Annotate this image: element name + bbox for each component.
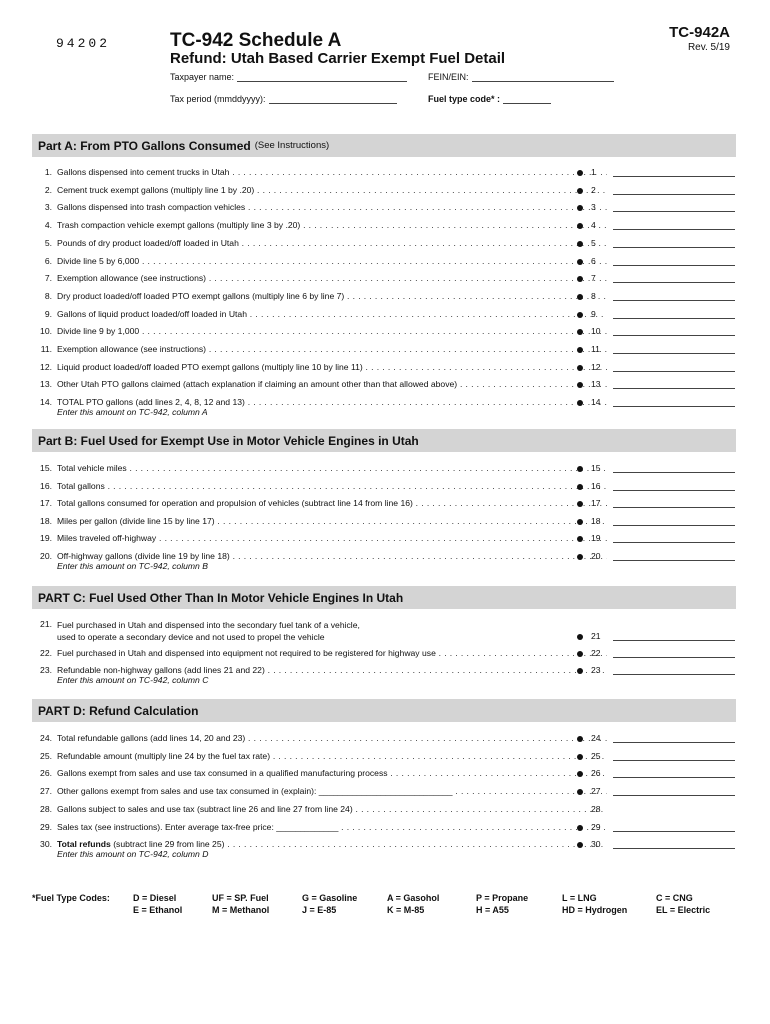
box-number: 24 [591, 733, 601, 743]
bullet-icon [577, 347, 583, 353]
line-number: 15. [40, 463, 52, 473]
box-number: 28 [591, 803, 601, 814]
tax-period-label: Tax period (mmddyyyy): [170, 94, 266, 104]
line-15-answer[interactable] [613, 472, 735, 473]
line-21-text-a: Fuel purchased in Utah and dispensed into the secondary fuel tank of a vehicle, [57, 620, 360, 630]
line-text: Fuel purchased in Utah and dispensed into equipment not required to be registered for highway use . . . [57, 648, 607, 658]
line-13 [32, 379, 736, 393]
line-text: Divide line 9 by 1,000 . . . [57, 326, 607, 336]
line-number: 2. [44, 184, 52, 195]
line-8 [32, 291, 736, 305]
fuel-code: M = Methanol [212, 905, 270, 915]
box-number: 5 [591, 237, 596, 248]
line-number: 5. [44, 237, 52, 248]
part-d-header [32, 699, 736, 722]
line-number: 27. [40, 786, 52, 797]
form-subtitle: Refund: Utah Based Carrier Exempt Fuel Detail [170, 50, 506, 67]
line-number: 11. [40, 344, 52, 354]
line-5 [32, 238, 736, 252]
fuel-code: L = LNG [562, 893, 597, 903]
fuel-code: EL = Electric [656, 905, 711, 915]
line-1 [32, 167, 736, 181]
bullet-icon [577, 484, 583, 490]
enter-amount-note: Enter this amount on TC-942, column C [57, 675, 209, 686]
bullet-icon [577, 170, 583, 176]
line-text: Gallons dispensed into trash compaction vehicles . . . [57, 202, 607, 212]
form-code: 94202 [56, 36, 111, 51]
line-text: Liquid product loaded/off loaded PTO exempt gallons (multiply line 10 by line 11) . . . [57, 362, 607, 372]
line-17-answer[interactable] [613, 507, 735, 508]
box-number: 23 [591, 665, 601, 676]
line-19 [32, 533, 736, 547]
fuel-code-column [387, 892, 439, 916]
form-id: TC-942A [669, 24, 730, 41]
line-2-answer[interactable] [613, 194, 735, 195]
line-number: 9. [44, 308, 52, 319]
revision: Rev. 5/19 [687, 42, 730, 53]
box-number: 8 [591, 290, 596, 301]
fuel-code: UF = SP. Fuel [212, 893, 269, 903]
line-27-answer[interactable] [613, 795, 735, 796]
bullet-icon [577, 634, 583, 640]
fuel-code: P = Propane [476, 893, 529, 903]
box-number: 27 [591, 786, 601, 797]
line-25-answer[interactable] [613, 760, 735, 761]
line-text: Sales tax (see instructions). Enter average tax-free price: _____________ . . . [57, 822, 607, 832]
box-number: 2 [591, 184, 596, 195]
box-number: 29 [591, 821, 601, 832]
box-number: 9 [591, 308, 596, 319]
box-number: 4 [591, 220, 596, 231]
fuel-code: J = E-85 [302, 905, 337, 915]
line-29-answer[interactable] [613, 831, 735, 832]
enter-amount-note: Enter this amount on TC-942, column D [57, 849, 209, 860]
line-text: Total gallons consumed for operation and propulsion of vehicles (subtract line 14 from line 16) . . . [57, 498, 607, 508]
line-16 [32, 481, 736, 495]
fuel-code: H = A55 [476, 905, 509, 915]
line-text: Gallons subject to sales and use tax (subtract line 26 and line 27 from line 24) . . . [57, 804, 607, 814]
fuel-code-column [656, 892, 710, 916]
line-text: Dry product loaded/off loaded PTO exempt gallons (multiply line 6 by line 7) . . . [57, 291, 607, 301]
line-17 [32, 498, 736, 512]
line-text: Miles traveled off-highway . . . [57, 533, 607, 543]
line-21-answer[interactable] [613, 640, 735, 641]
bullet-icon [577, 365, 583, 371]
part-a-header [32, 134, 736, 157]
line-number: 13. [40, 379, 52, 390]
line-6-answer[interactable] [613, 265, 735, 266]
fein-field[interactable] [428, 72, 614, 82]
bullet-icon [577, 259, 583, 265]
part-b-header [32, 429, 736, 452]
bullet-icon [577, 825, 583, 831]
fuel-code: K = M-85 [387, 905, 425, 915]
part-c-title: PART C: Fuel Used Other Than In Motor Vehicle Engines In Utah [38, 590, 404, 605]
fuel-type-field[interactable] [428, 94, 551, 104]
line-26 [32, 768, 736, 782]
bullet-icon [577, 294, 583, 300]
part-a-title: Part A: From PTO Gallons Consumed [38, 138, 251, 153]
line-number: 12. [40, 361, 52, 372]
line-9 [32, 309, 736, 323]
line-9-answer[interactable] [613, 318, 735, 319]
bullet-icon [577, 466, 583, 472]
line-30-answer[interactable] [613, 848, 735, 849]
line-text: Gallons exempt from sales and use tax consumed in a qualified manufacturing process . . . [57, 768, 607, 778]
line-4-answer[interactable] [613, 229, 735, 230]
box-number: 12 [591, 361, 601, 372]
bullet-icon [577, 736, 583, 742]
line-text: Total vehicle miles . . . [57, 463, 607, 473]
line-3 [32, 202, 736, 216]
line-27 [32, 786, 736, 800]
line-number: 30. [40, 839, 52, 850]
line-text: Total refundable gallons (add lines 14, 20 and 23) . . . [57, 733, 607, 743]
part-a-note: (See Instructions) [254, 140, 330, 151]
bullet-icon [577, 651, 583, 657]
line-number: 1. [44, 167, 52, 177]
taxpayer-name-input[interactable] [237, 72, 407, 82]
line-16-answer[interactable] [613, 490, 735, 491]
bullet-icon [577, 519, 583, 525]
line-11-answer[interactable] [613, 353, 735, 354]
line-number: 7. [44, 273, 52, 284]
line-number: 22. [40, 648, 52, 658]
line-text: Gallons of liquid product loaded/off loaded in Utah . . . [57, 309, 607, 319]
line-18 [32, 516, 736, 530]
line-12-answer[interactable] [613, 371, 735, 372]
line-2 [32, 185, 736, 199]
line-text: Cement truck exempt gallons (multiply line 1 by .20) . . . [57, 185, 607, 195]
line-21: 21. Fuel purchased in Utah and dispensed into the secondary fuel tank of a vehicle, used to operate a secondary device and not used to propel the vehicle 21 [32, 619, 736, 645]
box-number: 14 [591, 397, 601, 408]
fuel-code: C = CNG [656, 893, 693, 903]
line-number: 18. [40, 515, 52, 526]
taxpayer-name-label: Taxpayer name: [170, 72, 235, 82]
line-number: 23. [40, 665, 52, 676]
line-23-answer[interactable] [613, 674, 735, 675]
fuel-code-column [133, 892, 182, 916]
line-8-answer[interactable] [613, 300, 735, 301]
bullet-icon [577, 754, 583, 760]
line-number: 24. [40, 733, 52, 743]
line-text: Pounds of dry product loaded/off loaded in Utah . . . [57, 238, 607, 248]
line-number: 25. [40, 750, 52, 761]
box-number: 25 [591, 750, 601, 761]
box-number: 18 [591, 515, 601, 526]
fein-input[interactable] [472, 72, 614, 82]
enter-amount-note: Enter this amount on TC-942, column B [57, 561, 208, 571]
line-number: 29. [40, 821, 52, 832]
line-text-rest: (subtract line 29 from line 25) [113, 839, 225, 850]
bullet-icon [577, 554, 583, 560]
fuel-code: A = Gasohol [387, 893, 440, 903]
box-number: 1 [591, 167, 596, 177]
box-number: 17 [591, 498, 601, 509]
line-14-answer[interactable] [613, 406, 735, 407]
line-20 [32, 551, 736, 571]
line-text-bold: Total refunds [57, 839, 114, 850]
box-number: 15 [591, 463, 601, 473]
line-text: Refundable amount (multiply line 24 by the fuel tax rate) . . . [57, 751, 607, 761]
enter-amount-note: Enter this amount on TC-942, column A [57, 407, 208, 418]
fuel-code: D = Diesel [133, 893, 177, 903]
line-12 [32, 362, 736, 376]
fuel-code: HD = Hydrogen [562, 905, 628, 915]
line-29 [32, 822, 736, 836]
line-1-answer[interactable] [613, 176, 735, 177]
box-number: 22 [591, 648, 601, 658]
line-11 [32, 344, 736, 358]
line-text [57, 839, 607, 849]
bullet-icon [577, 241, 583, 247]
line-number: 3. [44, 202, 52, 213]
line-18-answer[interactable] [613, 525, 735, 526]
line-14 [32, 397, 736, 418]
line-25 [32, 751, 736, 765]
line-number: 19. [40, 533, 52, 544]
line-7-answer[interactable] [613, 282, 735, 283]
line-26-answer[interactable] [613, 777, 735, 778]
line-21-text-b: used to operate a secondary device and not used to propel the vehicle [57, 632, 325, 642]
line-number: 10. [40, 326, 52, 337]
line-30 [32, 839, 736, 860]
line-text: Exemption allowance (see instructions) . . . [57, 344, 607, 354]
line-10 [32, 326, 736, 340]
fuel-code: G = Gasoline [302, 893, 358, 903]
bullet-icon [577, 188, 583, 194]
tax-period-input[interactable] [269, 94, 397, 104]
line-text: TOTAL PTO gallons (add lines 2, 4, 8, 12 and 13) . . . [57, 397, 607, 407]
fuel-code-column [302, 892, 357, 916]
line-number: 8. [44, 290, 52, 301]
box-number: 7 [591, 273, 596, 284]
line-4 [32, 220, 736, 234]
box-number: 26 [591, 768, 601, 779]
line-text: Total gallons . . . [57, 481, 607, 491]
line-10-answer[interactable] [613, 335, 735, 336]
fuel-type-label: Fuel type code* : [428, 94, 501, 104]
line-5-answer[interactable] [613, 247, 735, 248]
line-number: 14. [40, 397, 52, 408]
line-number: 4. [44, 220, 52, 231]
line-number: 26. [40, 768, 52, 779]
line-text: Exemption allowance (see instructions) . . . [57, 273, 607, 283]
line-text: Miles per gallon (divide line 15 by line 17) . . . [57, 516, 607, 526]
line-text: Divide line 5 by 6,000 . . . [57, 256, 607, 266]
line-text: Other gallons exempt from sales and use tax consumed in (explain): ____________________________ . . . [57, 786, 607, 796]
box-number: 13 [591, 379, 601, 390]
line-text: Gallons dispensed into cement trucks in Utah . . . [57, 167, 607, 177]
line-22 [32, 648, 736, 662]
line-24-answer[interactable] [613, 742, 735, 743]
fuel-code-column [562, 892, 627, 916]
line-28 [32, 804, 736, 818]
line-7 [32, 273, 736, 287]
line-6 [32, 256, 736, 270]
box-number: 3 [591, 202, 596, 213]
line-number: 28. [40, 803, 52, 814]
line-3-answer[interactable] [613, 211, 735, 212]
box-number: 30 [591, 839, 601, 850]
part-d-title: PART D: Refund Calculation [38, 703, 199, 718]
box-number: 20 [591, 551, 601, 561]
line-number: 20. [40, 551, 52, 561]
form-title: TC-942 Schedule A [170, 30, 342, 51]
part-b-title: Part B: Fuel Used for Exempt Use in Motor Vehicle Engines in Utah [38, 433, 419, 448]
box-number: 6 [591, 255, 596, 266]
line-19-answer[interactable] [613, 542, 735, 543]
line-15 [32, 463, 736, 477]
line-13-answer[interactable] [613, 388, 735, 389]
bullet-icon [577, 312, 583, 318]
fuel-type-input[interactable] [503, 94, 551, 104]
line-text: Off-highway gallons (divide line 19 by line 18) . . . [57, 551, 607, 561]
tax-period-field[interactable] [170, 94, 397, 104]
box-number: 19 [591, 533, 601, 544]
fein-label: FEIN/EIN: [428, 72, 469, 82]
line-22-answer[interactable] [613, 657, 735, 658]
box-number: 10 [591, 326, 601, 337]
line-number: 16. [40, 480, 52, 491]
line-number: 17. [40, 498, 52, 509]
line-number: 6. [44, 255, 52, 266]
fuel-code-column [212, 892, 269, 916]
line-text: Trash compaction vehicle exempt gallons (multiply line 3 by .20) . . . [57, 220, 607, 230]
fuel-codes-label: *Fuel Type Codes: [32, 893, 110, 903]
box-number: 16 [591, 480, 601, 491]
line-23 [32, 665, 736, 686]
line-text: Refundable non-highway gallons (add lines 21 and 22) . . . [57, 665, 607, 675]
fuel-code: E = Ethanol [133, 905, 183, 915]
fuel-code-column [476, 892, 528, 916]
taxpayer-name-field[interactable] [170, 72, 407, 82]
line-text: Other Utah PTO gallons claimed (attach explanation if claiming an amount other than that allowed above) . . . [57, 379, 607, 389]
box-number: 11 [591, 344, 600, 354]
line-20-answer[interactable] [613, 560, 735, 561]
part-c-header [32, 586, 736, 609]
line-24 [32, 733, 736, 747]
